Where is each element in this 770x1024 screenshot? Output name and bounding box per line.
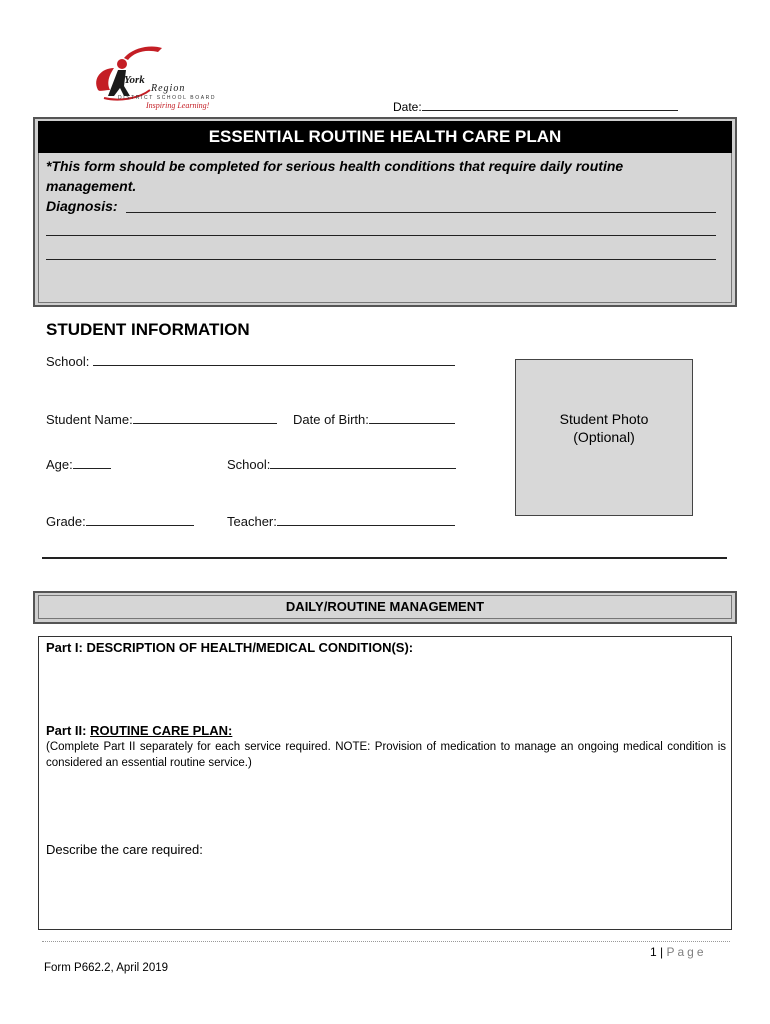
age-input-line[interactable] bbox=[73, 468, 111, 469]
form-identifier: Form P662.2, April 2019 bbox=[44, 962, 169, 974]
logo-name-line2: Region bbox=[151, 83, 186, 94]
part2-note: (Complete Part II separately for each service required. NOTE: Provision of medication to manage an ongoing medical condition is considered an essential routine service.) bbox=[46, 741, 726, 769]
student-information-heading: STUDENT INFORMATION bbox=[46, 320, 250, 339]
school-label: School: bbox=[46, 354, 90, 369]
grade-input-line[interactable] bbox=[86, 525, 194, 526]
logo-tagline: Inspiring Learning! bbox=[146, 101, 210, 110]
teacher-label: Teacher: bbox=[227, 514, 277, 529]
page-word: Page bbox=[666, 945, 707, 959]
routine-care-box bbox=[38, 636, 732, 930]
school-input-line[interactable] bbox=[93, 365, 455, 366]
dob-label: Date of Birth: bbox=[293, 412, 369, 427]
school2-field[interactable] bbox=[227, 457, 456, 472]
part1-heading: Part I: DESCRIPTION OF HEALTH/MEDICAL CONDITION(S): bbox=[46, 640, 414, 655]
teacher-input-line[interactable] bbox=[277, 525, 455, 526]
part2-heading bbox=[46, 723, 232, 738]
logo-board-name: DISTRICT SCHOOL BOARD bbox=[118, 95, 217, 101]
grade-label: Grade: bbox=[46, 514, 86, 529]
dob-input-line[interactable] bbox=[369, 423, 455, 424]
date-label: Date: bbox=[393, 100, 422, 114]
diagnosis-line-1[interactable] bbox=[126, 212, 716, 213]
daily-routine-heading: DAILY/ROUTINE MANAGEMENT bbox=[38, 595, 732, 619]
grade-field[interactable] bbox=[46, 514, 194, 529]
age-label: Age: bbox=[46, 457, 73, 472]
page-number-value: 1 bbox=[650, 945, 657, 959]
student-photo-caption bbox=[515, 410, 693, 446]
school2-label: School: bbox=[227, 457, 271, 472]
page-number bbox=[650, 945, 707, 959]
describe-care-label: Describe the care required: bbox=[46, 842, 203, 857]
school-field[interactable] bbox=[46, 354, 455, 369]
diagnosis-label: Diagnosis: bbox=[46, 198, 118, 214]
diagnosis-line-3[interactable] bbox=[46, 259, 716, 260]
page-separator: | bbox=[656, 945, 667, 959]
part2-prefix: Part II: bbox=[46, 723, 91, 738]
student-name-field[interactable] bbox=[46, 412, 277, 427]
age-field[interactable] bbox=[46, 457, 111, 472]
student-name-label: Student Name: bbox=[46, 412, 133, 427]
logo-name-line1: York bbox=[124, 74, 145, 86]
diagnosis-line-2[interactable] bbox=[46, 235, 716, 236]
part2-title: ROUTINE CARE PLAN: bbox=[90, 723, 233, 738]
school2-input-line[interactable] bbox=[270, 468, 456, 469]
form-title: ESSENTIAL ROUTINE HEALTH CARE PLAN bbox=[38, 121, 732, 153]
date-field[interactable] bbox=[393, 100, 678, 114]
photo-caption-line2: (Optional) bbox=[573, 429, 635, 445]
footer-rule bbox=[42, 941, 730, 942]
section-divider bbox=[42, 557, 727, 559]
photo-caption-line1: Student Photo bbox=[559, 411, 649, 427]
form-instructions: *This form should be completed for serious health conditions that require daily routine management. bbox=[46, 158, 624, 194]
student-name-input-line[interactable] bbox=[133, 423, 277, 424]
date-input-line[interactable] bbox=[422, 110, 678, 111]
diagnosis-field[interactable] bbox=[46, 198, 118, 214]
dob-field[interactable] bbox=[293, 412, 455, 427]
teacher-field[interactable] bbox=[227, 514, 455, 529]
